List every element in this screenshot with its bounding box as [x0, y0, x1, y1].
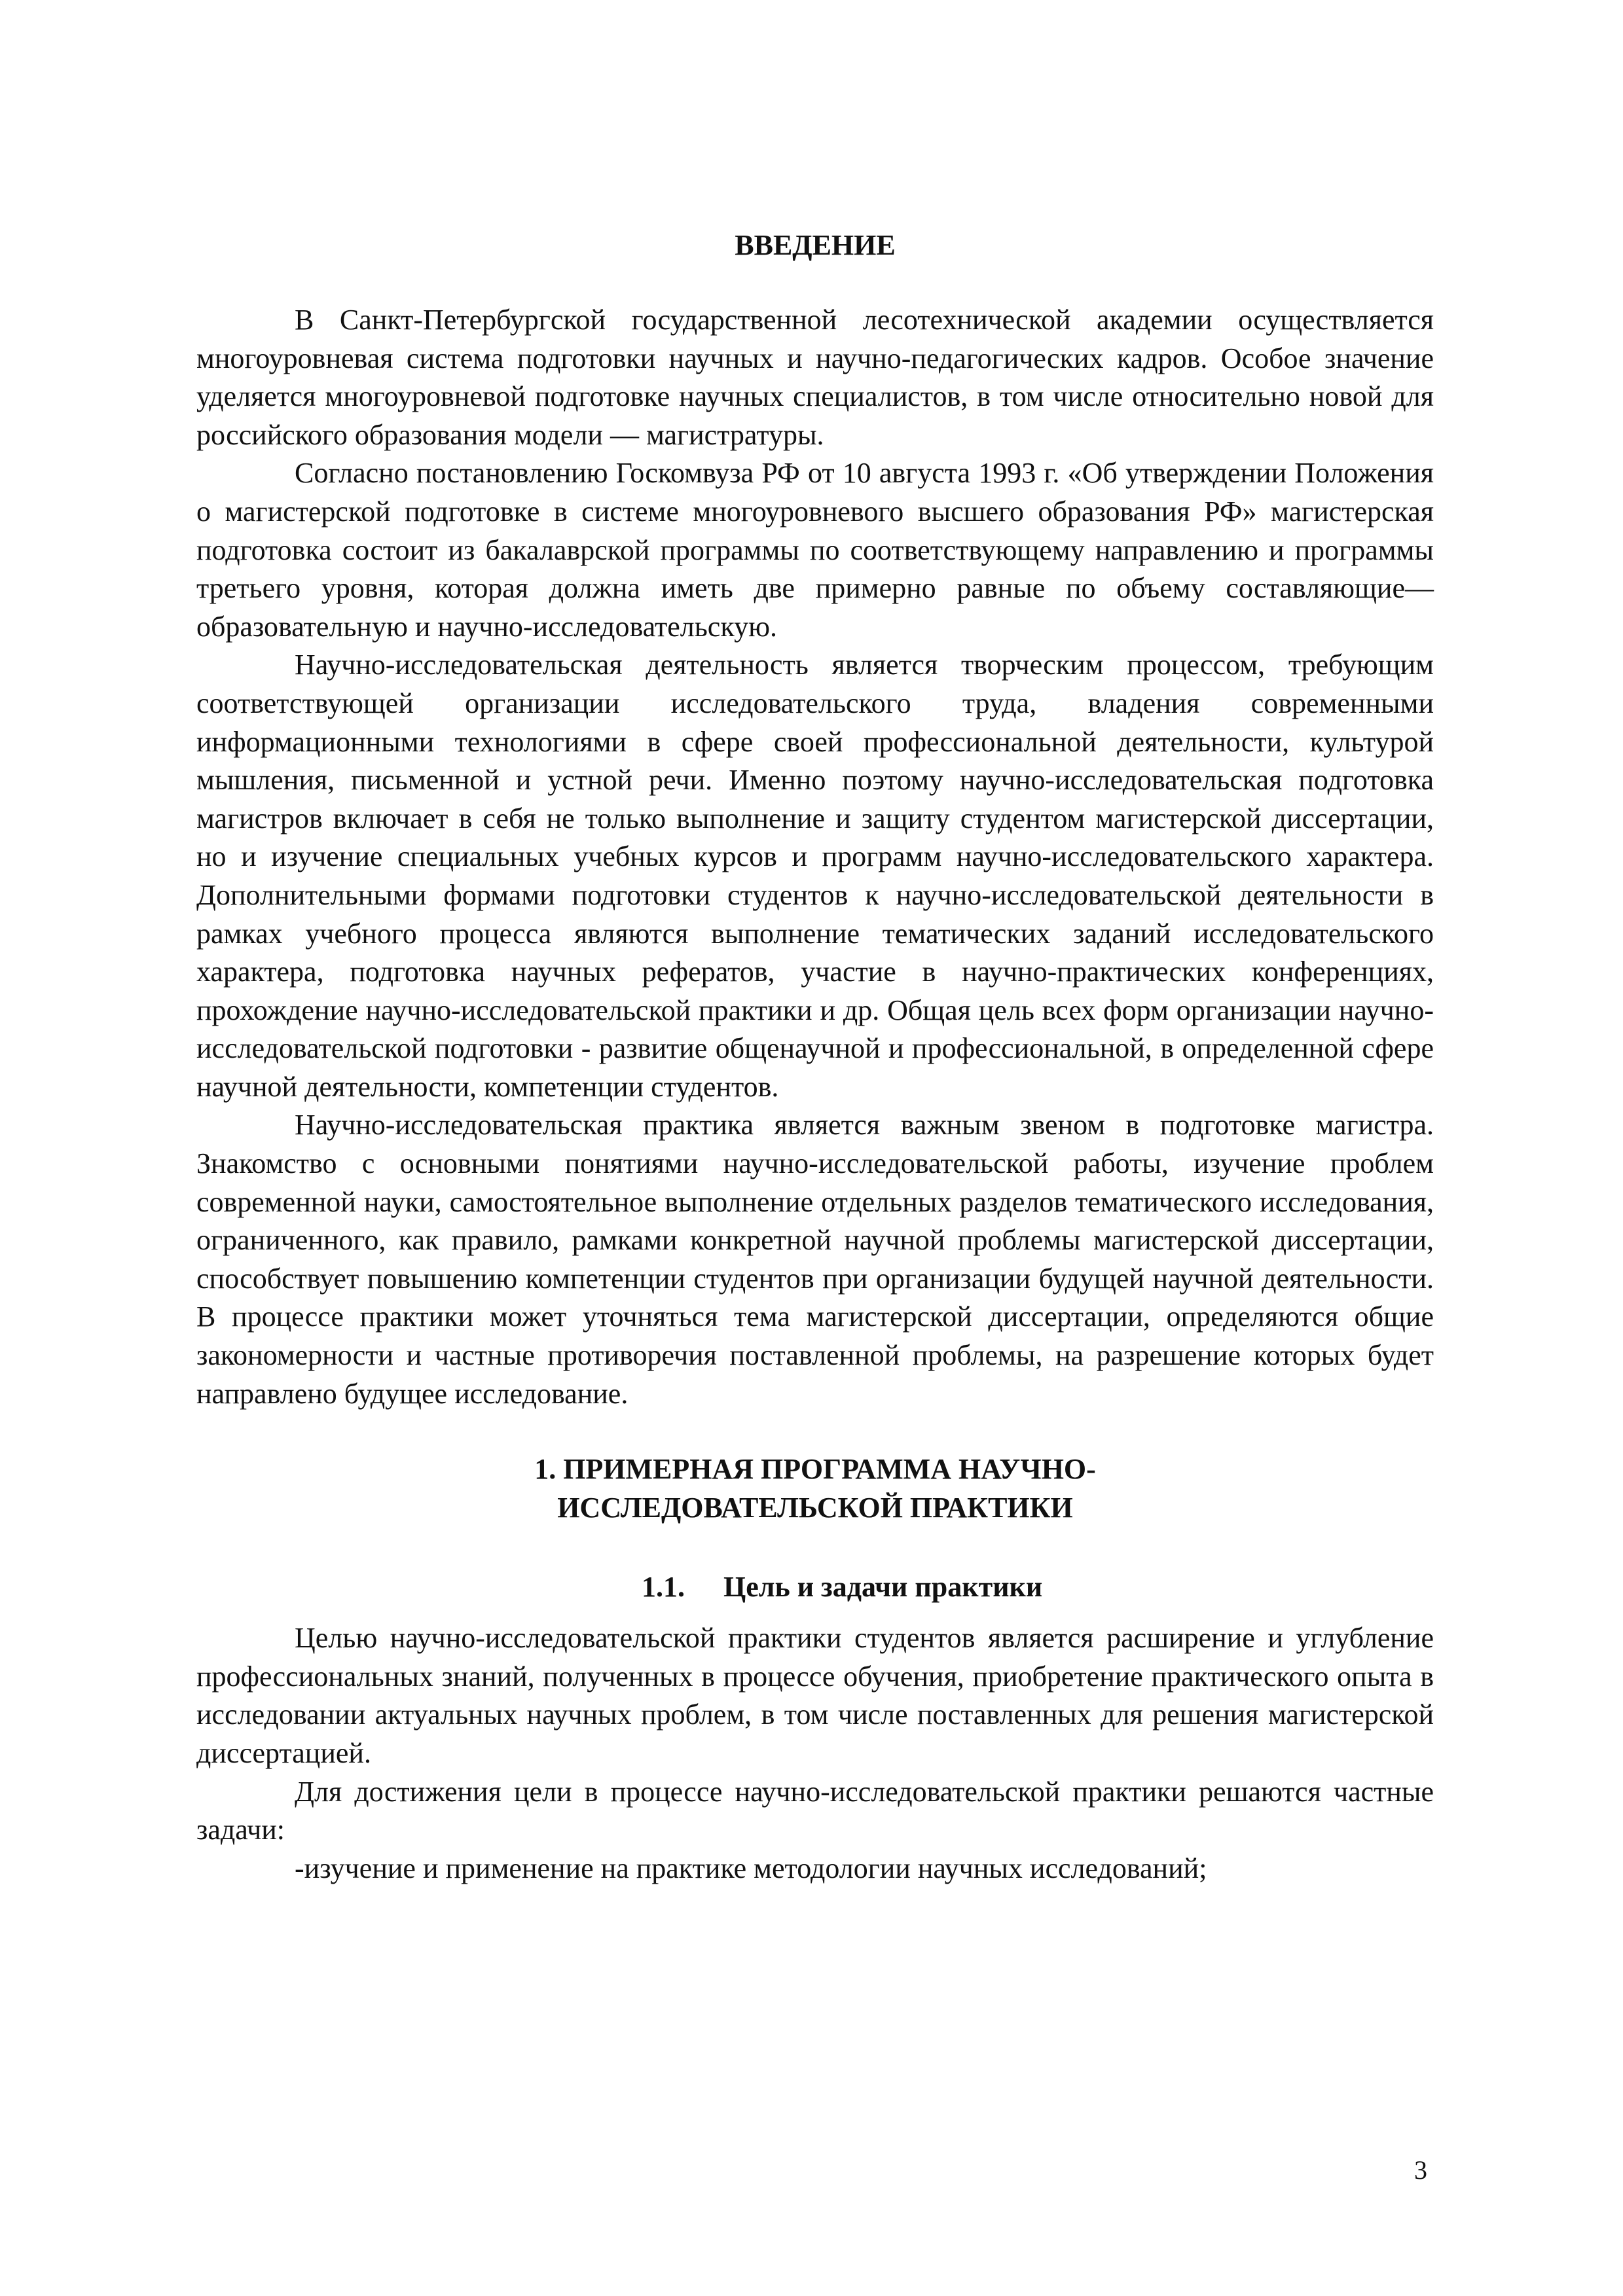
intro-paragraph-2: Согласно постановлению Госкомвуза РФ от 10 августа 1993 г. «Об утверждении Положения о магистерской подготовке в системе многоуровневого высшего образования РФ» магистерская подготовка состоит из бакалаврской программы по соответствующему направлению и программы третьего уровня, которая должна иметь две примерно равные по объему составляющие— образовательную и научно-исследовательскую. — [196, 457, 1434, 643]
section-1-title-line-2: ИССЛЕДОВАТЕЛЬСКОЙ ПРАКТИКИ — [557, 1492, 1073, 1524]
subsection-number: 1.1. — [642, 1571, 685, 1604]
intro-paragraph-1: В Санкт-Петербургской государственной лесотехнической академии осуществляется многоуровневая система подготовки научных и научно-педагогических кадров. Особое значение уделяется многоуровневой подготовке научных специалистов, в том числе относительно новой для российского образования модели — магистратуры. — [196, 304, 1434, 451]
section-1-title — [196, 1450, 1434, 1527]
task-list-item-1: -изучение и применение на практике методологии научных исследований; — [295, 1852, 1207, 1884]
intro-paragraph-4: Научно-исследовательская практика является важным звеном в подготовке магистра. Знакомство с основными понятиями научно-исследовательской работы, изучение проблем современной науки, самостоятельное выполнение отдельных разделов тематического исследования, ограниченного, как правило, рамками конкретной научной проблемы магистерской диссертации, способствует повышению компетенции студентов при организации будущей научной деятельности. В процессе практики может уточняться тема магистерской диссертации, определяются общие закономерности и частные противоречия поставленной проблемы, на разрешение которых будет направлено будущее исследование. — [196, 1109, 1434, 1410]
page-number: 3 — [1414, 2155, 1427, 2185]
section-1-paragraph-1: Целью научно-исследовательской практики студентов является расширение и углубление профессиональных знаний, полученных в процессе обучения, приобретение практического опыта в исследовании актуальных научных проблем, в том числе поставленных для решения магистерской диссертацией. — [196, 1622, 1434, 1769]
subsection-1-1-title — [196, 1568, 1434, 1606]
intro-title: ВВЕДЕНИЕ — [735, 229, 896, 261]
subsection-title-text: Цель и задачи практики — [723, 1571, 1043, 1604]
section-1-title-line-1: 1. ПРИМЕРНАЯ ПРОГРАММА НАУЧНО- — [534, 1453, 1096, 1486]
page-content — [196, 226, 1434, 1888]
section-1-paragraph-2: Для достижения цели в процессе научно-исследовательской практики решаются частные задачи: — [196, 1775, 1434, 1846]
intro-paragraph-3: Научно-исследовательская деятельность является творческим процессом, требующим соответствующей организации исследовательского труда, владения современными информационными технологиями в сфере своей профессиональной деятельности, культурой мышления, письменной и устной речи. Именно поэтому научно-исследовательская подготовка магистров включает в себя не только выполнение и защиту студентом магистерской диссертации, но и изучение специальных учебных курсов и программ научно-исследовательского характера. Дополнительными формами подготовки студентов к научно-исследовательской деятельности в рамках учебного процесса являются выполнение тематических заданий исследовательского характера, подготовка научных рефератов, участие в научно-практических конференциях, прохождение научно-исследовательской практики и др. Общая цель всех форм организации научно-исследовательской подготовки - развитие общенаучной и профессиональной, в определенной сфере научной деятельности, компетенции студентов. — [196, 649, 1434, 1103]
